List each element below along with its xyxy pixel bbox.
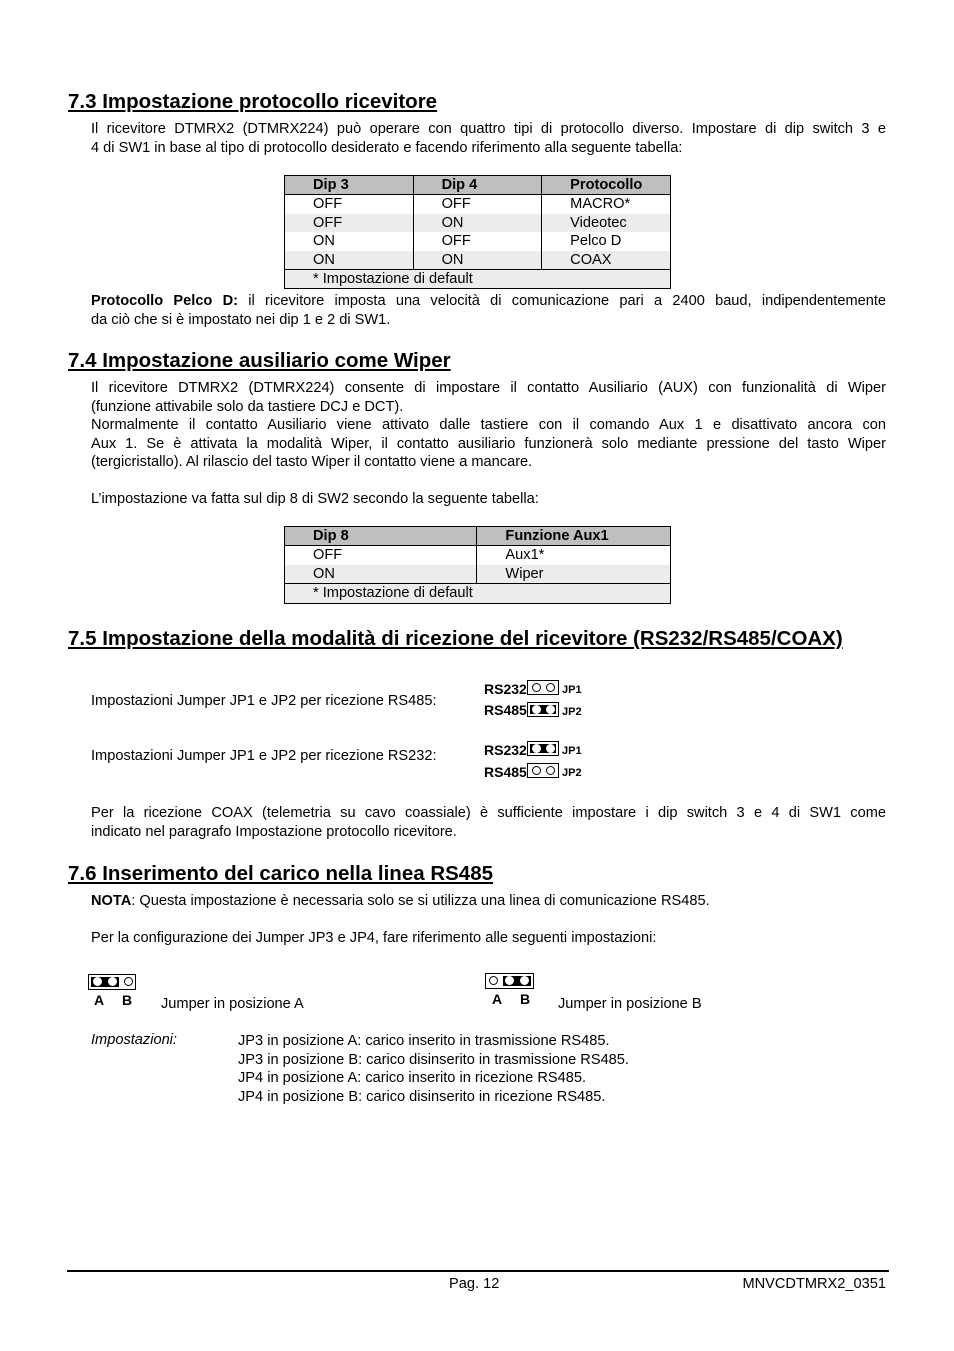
table-cell: OFF <box>285 546 477 565</box>
table-header: Dip 3 <box>285 176 414 195</box>
pin-1 <box>489 976 498 985</box>
table-row <box>285 251 671 270</box>
jp2-label: JP2 <box>562 767 582 779</box>
settings-label: Impostazioni: <box>91 1032 177 1048</box>
body-line: Normalmente il contatto Ausiliario viene attivato dalle tastiere con il comando Aux 1 e disattivato ancora con <box>91 417 886 433</box>
jp1-pin-1 <box>532 744 541 753</box>
rs232-label: Impostazioni Jumper JP1 e JP2 per ricezione RS232: <box>91 748 437 764</box>
table-cell: COAX <box>542 251 671 270</box>
section-7-4-table-intro: L’impostazione va fatta sul dip 8 di SW2 secondo la seguente tabella: <box>91 491 539 507</box>
settings-item: JP4 in posizione B: carico disinserito in ricezione RS485. <box>238 1088 606 1105</box>
table-cell: ON <box>285 232 414 250</box>
table-footnote-row <box>285 584 671 603</box>
rs232-jumper-label: RS232 <box>484 681 527 697</box>
table-header: Funzione Aux1 <box>477 527 671 546</box>
table-cell: OFF <box>285 214 414 232</box>
rs485-jumper-label: RS485 <box>484 764 527 780</box>
jumper-config-intro: Per la configurazione dei Jumper JP3 e JP4, fare riferimento alle seguenti impostazioni: <box>91 930 657 946</box>
page-number: Pag. 12 <box>449 1276 500 1292</box>
table-cell: OFF <box>413 232 542 250</box>
pelco-note-text: il ricevitore imposta una velocità di comunicazione pari a 2400 baud, indipendentemente <box>238 293 886 309</box>
table-cell: OFF <box>285 195 414 214</box>
nota-label: NOTA <box>91 893 132 909</box>
jp1-pin-2 <box>546 744 555 753</box>
body-line: Aux 1. Se è attivata la modalità Wiper, il contatto ausiliario funzionerà solo mediante pressione del tasto Wiper <box>91 435 886 452</box>
position-a-label: Jumper in posizione A <box>161 996 304 1012</box>
body-line: Il ricevitore DTMRX2 (DTMRX224) consente di impostare il contatto Ausiliario (AUX) con funzionalità di Wiper <box>91 380 886 396</box>
settings-item: JP3 in posizione B: carico disinserito in trasmissione RS485. <box>238 1051 629 1068</box>
settings-list <box>238 1032 629 1106</box>
section-7-3-intro <box>91 120 886 157</box>
pin-label-a: A <box>492 991 503 1007</box>
footer-rule <box>67 1270 889 1272</box>
aux-table <box>284 526 671 604</box>
table-row <box>285 546 671 565</box>
table-cell: Aux1* <box>477 546 671 565</box>
table-cell: Pelco D <box>542 232 671 250</box>
section-7-6-title: 7.6 Inserimento del carico nella linea RS485 <box>68 862 493 885</box>
section-7-5-title: 7.5 Impostazione della modalità di ricezione del ricevitore (RS232/RS485/COAX) <box>68 627 843 650</box>
pelco-note-label: Protocollo Pelco D: <box>91 293 239 309</box>
pelco-note <box>91 292 886 329</box>
table-header-row <box>285 527 671 546</box>
document-code: MNVCDTMRX2_0351 <box>742 1276 886 1292</box>
table-cell: Videotec <box>542 214 671 232</box>
table-cell: MACRO* <box>542 195 671 214</box>
settings-item: JP3 in posizione A: carico inserito in trasmissione RS485. <box>238 1033 610 1049</box>
table-row <box>285 214 671 232</box>
section-7-3-title: 7.3 Impostazione protocollo ricevitore <box>68 90 438 113</box>
pin-2 <box>505 976 514 985</box>
jp2-pin-2 <box>546 705 555 714</box>
pelco-note-line-1 <box>91 292 886 311</box>
jp2-label: JP2 <box>562 706 582 718</box>
rs232-jumper-label: RS232 <box>484 742 527 758</box>
jp1-pin-1 <box>532 683 541 692</box>
rs485-label: Impostazioni Jumper JP1 e JP2 per ricezione RS485: <box>91 693 437 709</box>
intro-line-1: Il ricevitore DTMRX2 (DTMRX224) può operare con quattro tipi di protocollo diverso. Impostare di dip switch 3 e <box>91 121 886 137</box>
table-cell: Wiper <box>477 565 671 584</box>
protocol-table <box>284 175 671 289</box>
table-header: Protocollo <box>542 176 671 195</box>
table-cell: OFF <box>413 195 542 214</box>
table-cell: ON <box>285 251 414 270</box>
section-7-4-body <box>91 379 886 472</box>
table-header: Dip 8 <box>285 527 477 546</box>
body-line: (tergicristallo). Al rilascio del tasto Wiper il contatto viene a mancare. <box>91 454 533 470</box>
table-row <box>285 565 671 584</box>
table-header: Dip 4 <box>413 176 542 195</box>
jp1-label: JP1 <box>562 684 582 696</box>
pin-3 <box>520 976 529 985</box>
table-footnote: * Impostazione di default <box>285 584 671 603</box>
jp2-pin-1 <box>532 705 541 714</box>
table-footnote-row <box>285 270 671 289</box>
table-footnote: * Impostazione di default <box>285 270 671 289</box>
jp1-pin-2 <box>546 683 555 692</box>
pin-label-a: A <box>94 992 105 1008</box>
coax-line-1: Per la ricezione COAX (telemetria su cavo coassiale) è sufficiente impostare i dip switch 3 e 4 di SW1 come <box>91 805 886 821</box>
table-row <box>285 232 671 250</box>
coax-line-2: indicato nel paragrafo Impostazione protocollo ricevitore. <box>91 823 457 840</box>
coax-note <box>91 804 886 841</box>
jp1-label: JP1 <box>562 745 582 757</box>
rs485-jumper-label: RS485 <box>484 702 527 718</box>
nota <box>91 892 886 911</box>
table-cell: ON <box>285 565 477 584</box>
pelco-note-line-2: da ciò che si è impostato nei dip 1 e 2 di SW1. <box>91 311 391 328</box>
table-header-row <box>285 176 671 195</box>
pin-label-b: B <box>122 992 133 1008</box>
pin-label-b: B <box>520 991 531 1007</box>
pin-2 <box>108 977 117 986</box>
pin-3 <box>124 977 133 986</box>
table-row <box>285 195 671 214</box>
section-7-4-title: 7.4 Impostazione ausiliario come Wiper <box>68 349 451 372</box>
position-b-label: Jumper in posizione B <box>558 996 702 1012</box>
jp2-pin-2 <box>546 766 555 775</box>
pin-1 <box>93 977 102 986</box>
jp2-pin-1 <box>532 766 541 775</box>
table-cell: ON <box>413 251 542 270</box>
body-line: (funzione attivabile solo da tastiere DCJ e DCT). <box>91 398 404 415</box>
table-cell: ON <box>413 214 542 232</box>
intro-line-2: 4 di SW1 in base al tipo di protocollo desiderato e facendo riferimento alla seguente tabella: <box>91 139 683 156</box>
settings-item: JP4 in posizione A: carico inserito in ricezione RS485. <box>238 1070 586 1087</box>
nota-text: : Questa impostazione è necessaria solo se si utilizza una linea di comunicazione RS485. <box>131 893 710 909</box>
